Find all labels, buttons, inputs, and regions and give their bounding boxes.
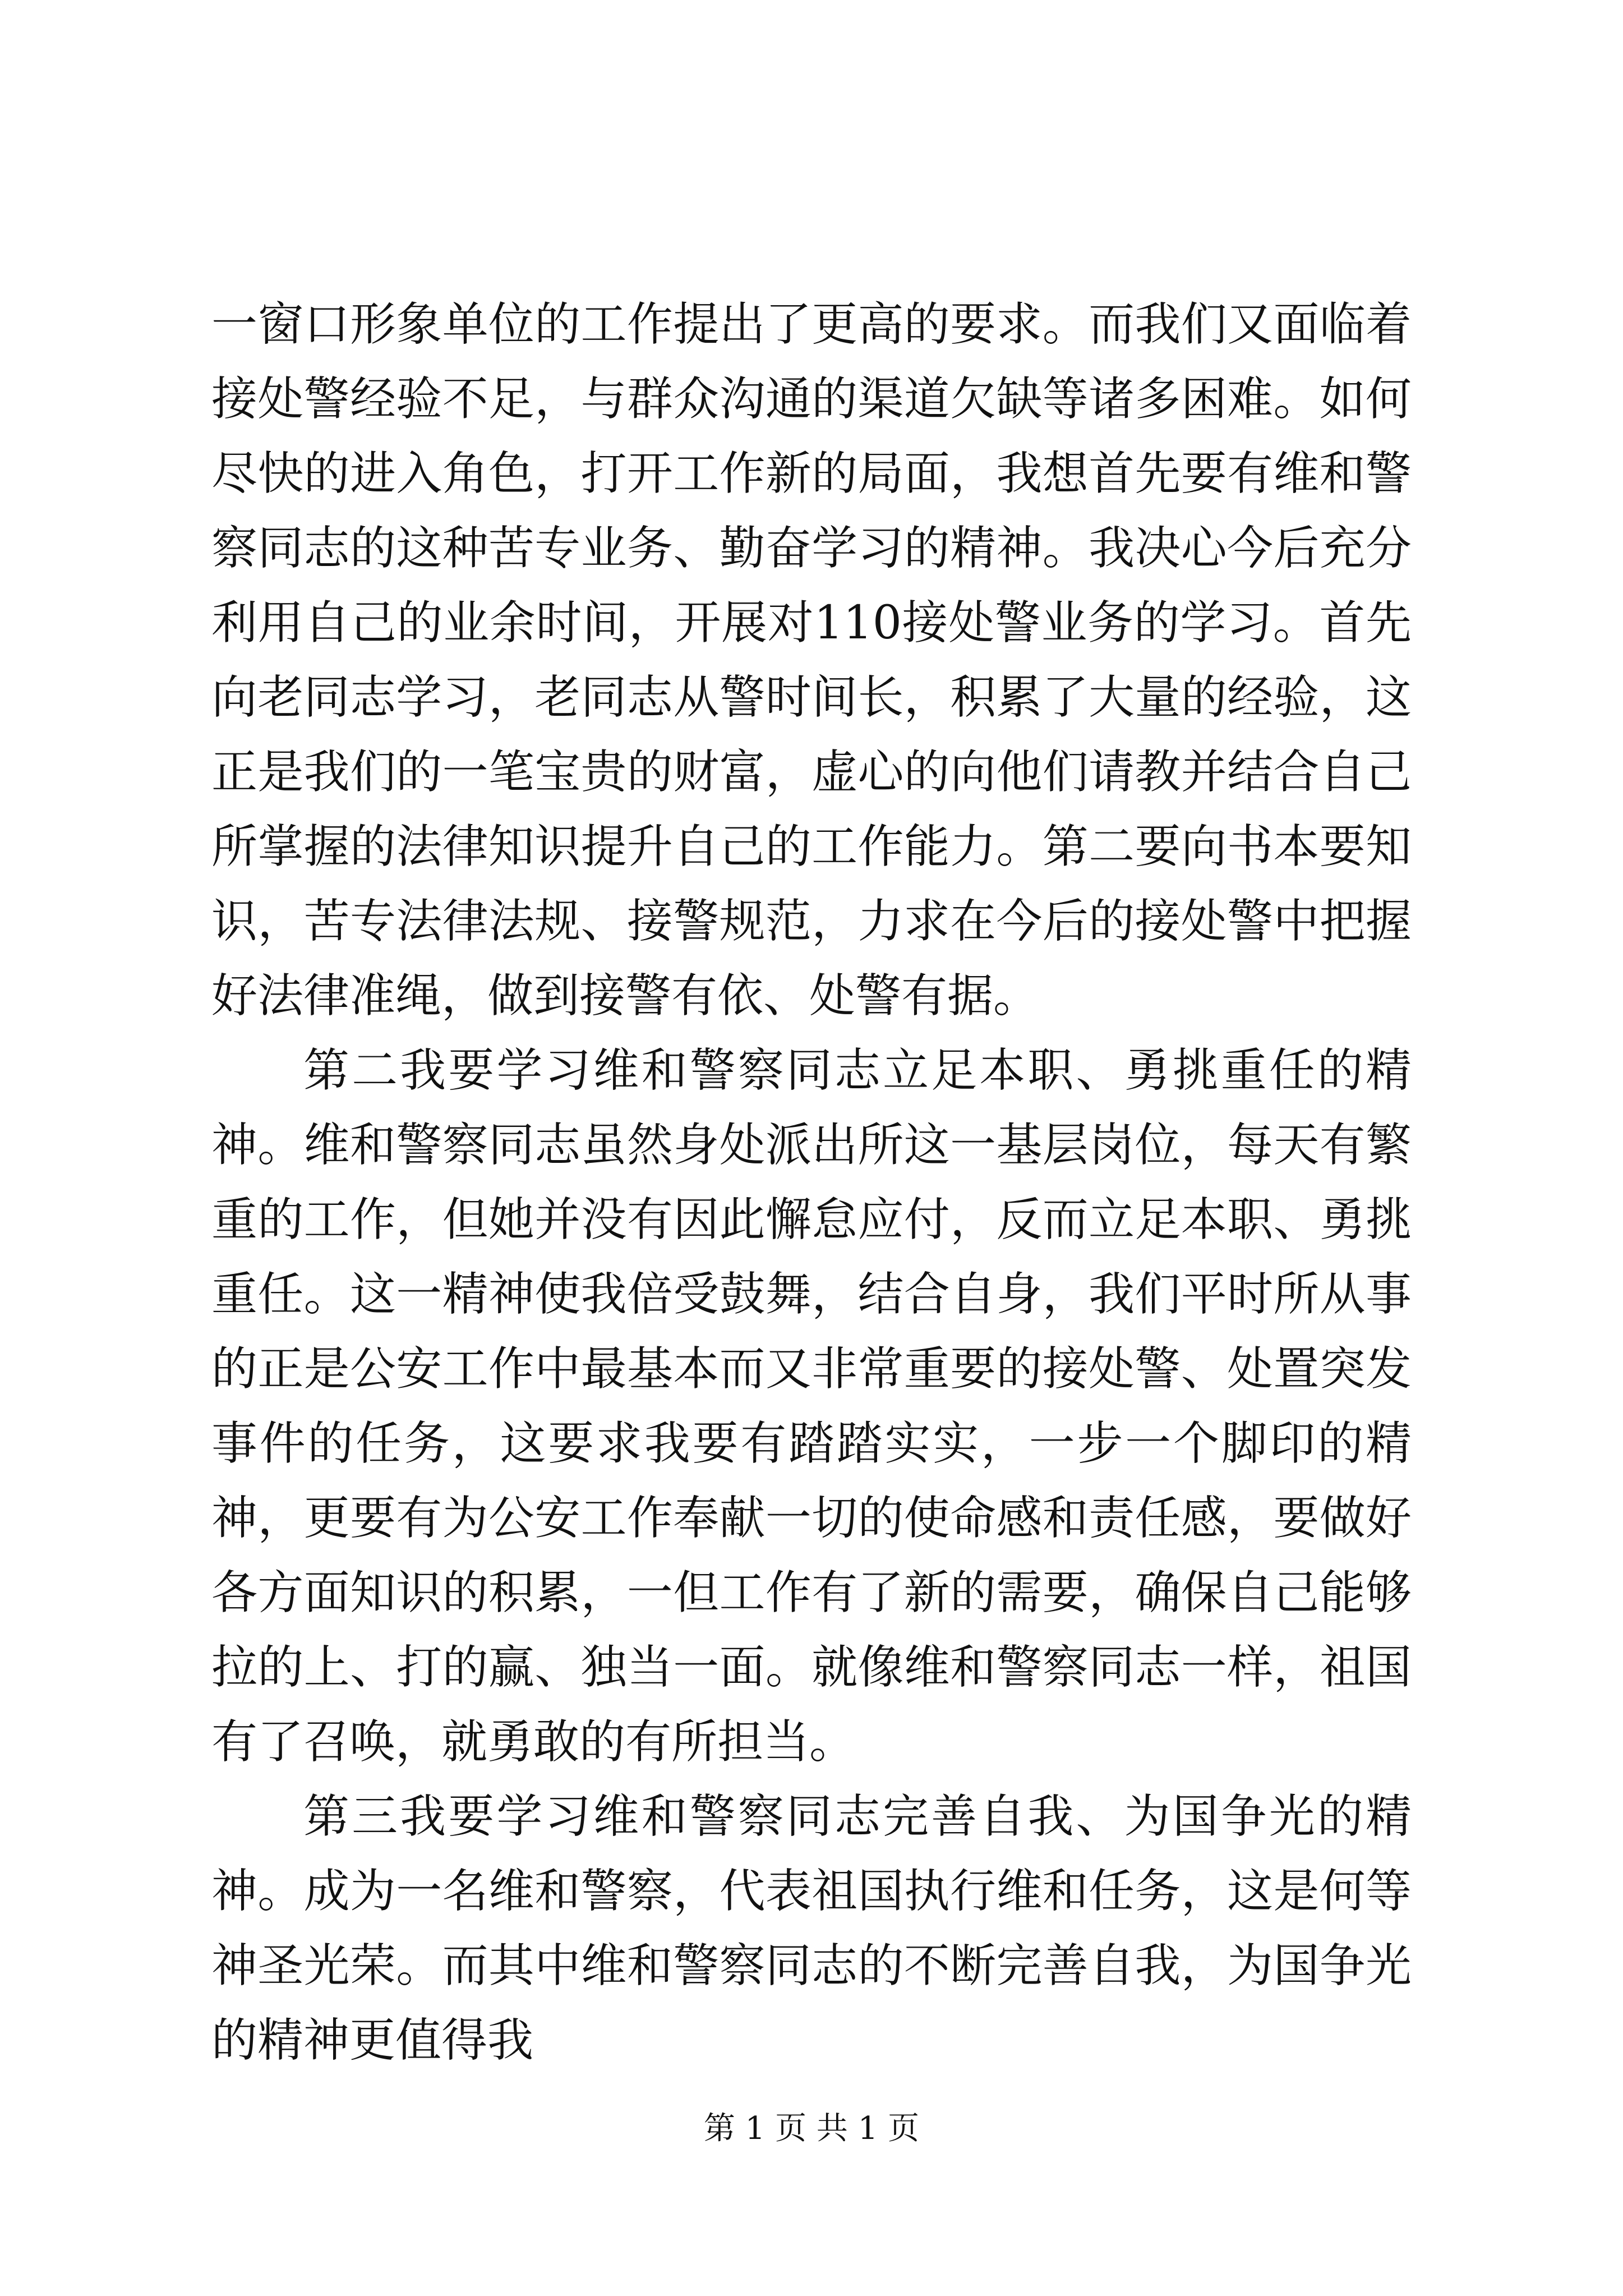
page-footer: 第 1 页 共 1 页 [703, 2110, 920, 2147]
paragraph-1: 一窗口形象单位的工作提出了更高的要求。而我们又面临着接处警经验不足，与群众沟通的渠道欠缺等诸多困难。如何尽快的进入角色，打开工作新的局面，我想首先要有维和警察同志的这种苦专业务、勤奋学习的精神。我决心今后充分利用自己的业余时间，开展对110接处警业务的学习。首先向老同志学习，老同志从警时间长，积累了大量的经验，这正是我们的一笔宝贵的财富，虚心的向他们请教并结合自己所掌握的法律知识提升自己的工作能力。第二要向书本要知识，苦专法律法规、接警规范，力求在今后的接处警中把握好法律准绳，做到接警有依、处警有据。 [211, 298, 1412, 1023]
body-text [211, 287, 1412, 2078]
paragraph-3: 第三我要学习维和警察同志完善自我、为国争光的精神。成为一名维和警察，代表祖国执行维和任务，这是何等神圣光荣。而其中维和警察同志的不断完善自我，为国争光的精神更值得我 [211, 1790, 1412, 2067]
paragraph-2: 第二我要学习维和警察同志立足本职、勇挑重任的精神。维和警察同志虽然身处派出所这一基层岗位，每天有繁重的工作，但她并没有因此懈怠应付，反而立足本职、勇挑重任。这一精神使我倍受鼓舞，结合自身，我们平时所从事的正是公安工作中最基本而又非常重要的接处警、处置突发事件的任务，这要求我要有踏踏实实，一步一个脚印的精神，更要有为公安工作奉献一切的使命感和责任感，要做好各方面知识的积累，一但工作有了新的需要，确保自己能够拉的上、打的赢、独当一面。就像维和警察同志一样，祖国有了召唤，就勇敢的有所担当。 [211, 1044, 1412, 1769]
